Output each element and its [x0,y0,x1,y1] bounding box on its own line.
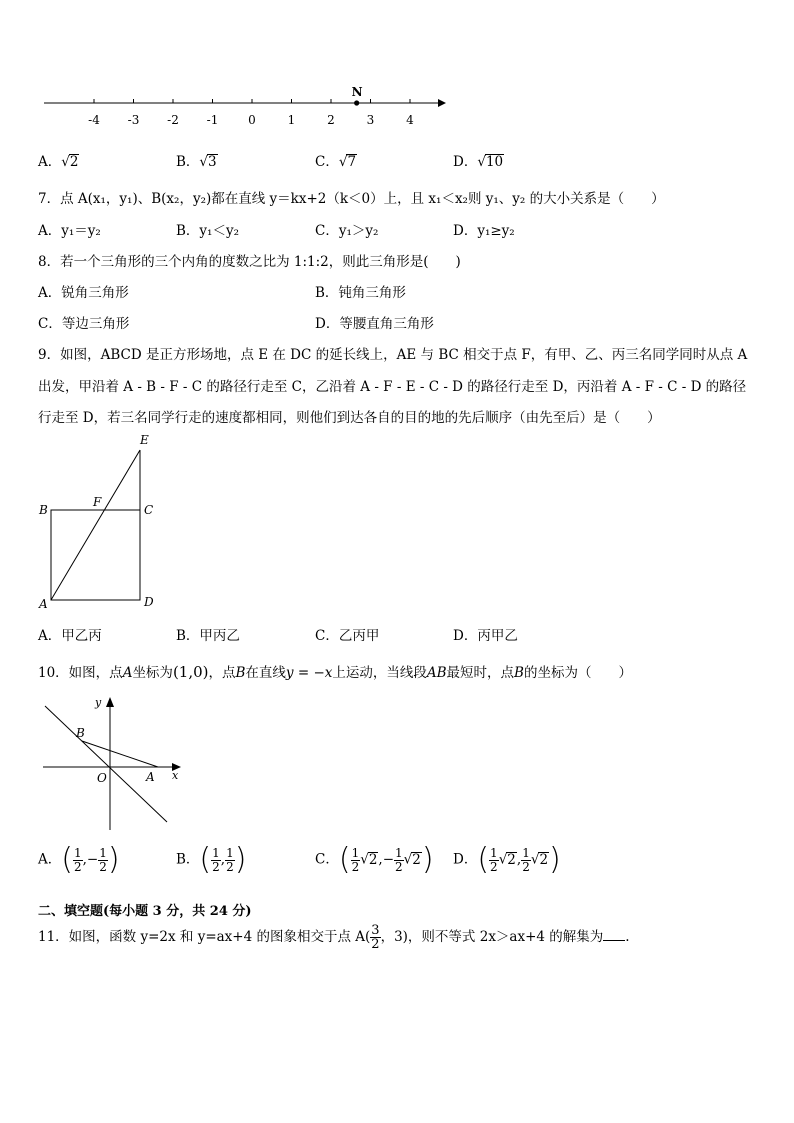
q11-text: . [625,929,630,945]
q6-option-c[interactable]: C．√7 [315,154,357,170]
label-D: D [144,595,154,609]
fraction-denominator: 2 [371,937,380,952]
radicand: 2 [539,851,549,868]
option-letter: A． [38,154,62,170]
label-x: x [172,769,179,782]
q10-text: ，点 [208,665,236,681]
q8-stem: 8．若一个三角形的三个内角的度数之比为 1:1:2，则此三角形是( ) [38,254,461,270]
q10-option-b[interactable]: B．( $\frac{1}{2}$ , $\frac{1}{2}$ ) [176,842,247,877]
label-A: A [39,597,48,611]
q9-option-b[interactable]: B．甲丙乙 [176,628,240,644]
section-title: 二、填空题(每小题 3 分，共 24 分) [38,904,252,919]
q10-stem [38,661,632,681]
fraction-numerator: 1 [490,845,498,860]
label-y: y [95,696,102,709]
q10-coord-a: (1,0) [172,663,209,681]
q10-text: 10．如图，点 [38,665,123,681]
q8-option-a[interactable]: A．锐角三角形 [38,285,129,301]
segment-ae [51,450,140,600]
q10-point-b: B [514,665,524,681]
number-line-tick-label: -1 [206,113,219,127]
number-line-tick-label: 3 [366,113,375,127]
q10-text: 坐标为 [132,665,173,681]
y-axis-arrow [106,697,114,707]
fraction-denominator: 2 [73,859,82,874]
number-line-arrow [438,99,446,107]
label-B: B [39,503,48,517]
fraction-numerator: 1 [99,845,107,860]
q10-text: 最短时，点 [446,665,515,681]
q10-text: 的坐标为（ ） [523,665,632,681]
label-F: F [93,495,102,509]
number-line-figure [0,80,794,130]
radicand: 2 [412,851,421,868]
q7-option-c[interactable]: C．y₁＞y₂ [315,223,379,239]
q9-option-a[interactable]: A．甲乙丙 [38,628,102,644]
point-N [354,100,359,105]
radicand: 2 [368,851,378,868]
fraction-denominator: 2 [522,859,530,874]
point-N-label: N [351,85,363,99]
sign: − [86,851,99,868]
q11-text: 11．如图，函数 y=2x 和 y=ax+4 的图象相交于点 A( [38,929,371,945]
q9-option-d[interactable]: D．丙甲乙 [453,628,518,644]
q7-option-b[interactable]: B．y₁＜y₂ [176,223,239,239]
q8-option-b[interactable]: B．钝角三角形 [315,285,406,301]
q7-option-d[interactable]: D．y₁≥y₂ [453,223,515,239]
q9-stem-line-3: 行走至 D，若三名同学行走的速度都相同，则他们到达各自的目的地的先后顺序（由先至后）是（ ） [38,410,661,426]
q10-coordinate-figure [35,690,195,835]
q6-option-d[interactable]: D．√10 [453,154,504,170]
fraction-denominator: 2 [351,859,360,874]
label-O: O [97,771,107,785]
fraction-denominator: 2 [395,859,403,874]
fraction-numerator: 1 [395,845,403,860]
q10-point-b: B [235,665,246,681]
square-abcd [51,510,140,600]
fraction-numerator: 1 [522,845,530,860]
q10-point-a: A [122,665,133,681]
q6-option-a[interactable]: A．√2 [38,154,79,170]
number-line-tick-label: -2 [167,113,179,127]
q9-stem-line-1: 9．如图，ABCD 是正方形场地，点 E 在 DC 的延长线上，AE 与 BC 相交于点 F，有甲、乙、丙三名同学同时从点 A [38,347,748,363]
q10-option-c[interactable]: C．( $\frac{1}{2}$ √2,− $\frac{1}{2}$ √2) [315,842,434,877]
radicand: 7 [347,154,357,170]
fraction-numerator: 1 [212,845,220,860]
answer-blank[interactable] [603,928,625,941]
q10-option-a[interactable]: A．( $\frac{1}{2}$ ,− $\frac{1}{2}$ ) [38,842,120,877]
q9-square-figure [30,430,170,615]
q11-text: ，3)，则不等式 2x＞ax+4 的解集为 [380,929,604,945]
q8-option-d[interactable]: D．等腰直角三角形 [315,316,434,332]
fraction-numerator: 1 [226,845,234,860]
option-letter: B． [176,851,200,868]
number-line-tick-label: 4 [406,113,414,127]
fraction-denominator: 2 [490,859,498,874]
q6-option-b[interactable]: B．√3 [176,154,217,170]
option-letter: A． [38,851,62,868]
label-A: A [146,770,155,784]
option-letter: B． [176,154,200,170]
q10-option-d[interactable]: D．( $\frac{1}{2}$ √2, $\frac{1}{2}$ √2) [453,842,561,877]
radicand: 2 [69,154,79,170]
fraction-numerator: 1 [351,845,360,860]
q10-text: 上运动，当线段 [332,665,427,681]
q7-option-a[interactable]: A．y₁＝y₂ [38,223,101,239]
q9-option-c[interactable]: C．乙丙甲 [315,628,380,644]
q10-line-equation: y = −x [285,665,333,681]
option-letter: D． [453,851,478,868]
q10-segment-ab: AB [426,665,447,681]
option-letter: D． [453,154,478,170]
option-letter: C． [315,851,339,868]
label-E: E [140,433,149,447]
fraction-numerator: 3 [371,923,380,938]
radicand: 2 [507,851,516,868]
number-line-tick-label: 2 [327,113,335,127]
q7-stem: 7．点 A(x₁，y₁)、B(x₂，y₂)都在直线 y＝kx+2（k＜0）上，且 x₁＜x₂则 y₁、y₂ 的大小关系是（ ） [38,191,665,207]
fraction-denominator: 2 [226,859,234,874]
label-C: C [144,503,154,517]
radicand: 10 [485,154,504,170]
number-line-tick-label: -3 [127,113,140,127]
q11-stem [38,924,630,951]
q10-text: 在直线 [245,665,286,681]
label-B: B [76,726,85,740]
fraction-denominator: 2 [99,859,107,874]
fraction-numerator: 1 [73,845,82,860]
q9-stem-line-2: 出发，甲沿着 A - B - F - C 的路径行走至 C，乙沿着 A - F - E - C - D 的路径行走至 D，丙沿着 A - F - C - D 的路径 [38,379,747,395]
segment-ab [82,741,158,767]
radicand: 3 [208,154,217,170]
q8-option-c[interactable]: C．等边三角形 [38,316,130,332]
option-letter: C． [315,154,339,170]
number-line-tick-label: -4 [88,113,100,127]
fraction-denominator: 2 [212,859,220,874]
number-line-tick-label: 0 [248,113,256,127]
sign: − [382,851,395,868]
number-line-tick-label: 1 [287,113,296,127]
